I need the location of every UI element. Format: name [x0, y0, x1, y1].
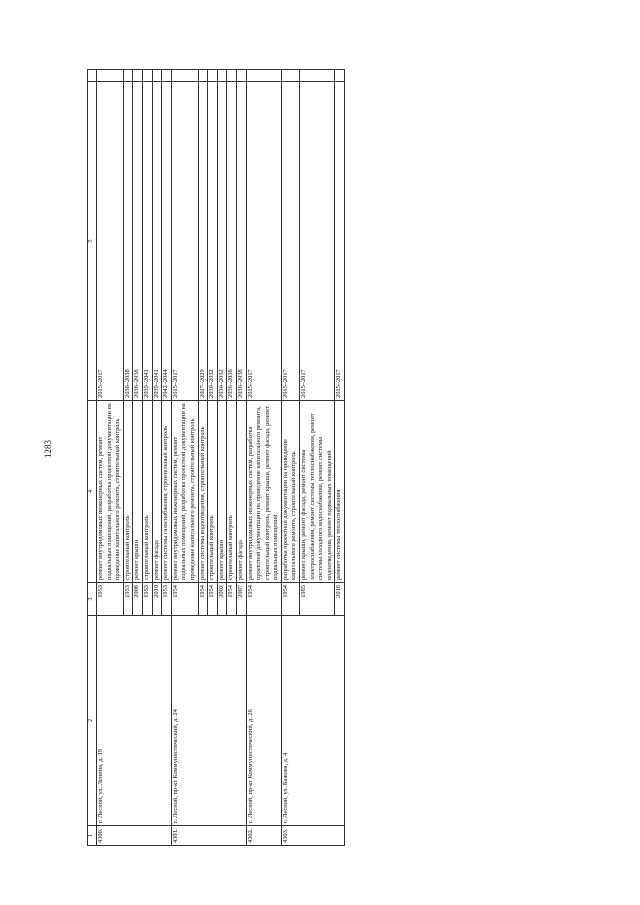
- year-cell: 2010: [152, 583, 162, 616]
- header-col-2: 2: [88, 616, 97, 826]
- blank-cell: [133, 70, 143, 82]
- header-col-4: 4: [88, 401, 97, 583]
- work-cell: ремонт внутридомовых инженерных систем, разработка проектной документации на проведение капитального ремонта, строительный контроль, ремонт крыши, ремонт фасада, ремонт подвальных помещений: [246, 401, 281, 583]
- year-cell: 1954: [198, 583, 208, 616]
- page-number: 1283: [43, 440, 53, 458]
- header-col-5: 5: [88, 82, 97, 401]
- period-cell: 2039–2041: [142, 82, 152, 401]
- work-cell: ремонт системы теплоснабжения: [335, 401, 345, 583]
- work-cell: строительный контроль: [208, 401, 218, 583]
- blank-cell: [227, 70, 237, 82]
- entry-number: 4300.: [97, 826, 172, 846]
- period-cell: 2015–2017: [97, 82, 124, 401]
- period-cell: 2015–2017: [246, 82, 281, 401]
- blank-cell: [123, 70, 133, 82]
- blank-cell: [217, 70, 227, 82]
- year-cell: 2016: [335, 583, 345, 616]
- table-row: [97, 70, 124, 846]
- entry-number: 4303.: [281, 826, 344, 846]
- period-cell: 2036–2038: [123, 82, 133, 401]
- year-cell: 1954: [246, 583, 281, 616]
- work-cell: разработка проектной документации на проведение капитального ремонта, строительный контроль: [281, 401, 299, 583]
- work-cell: ремонт фасада: [236, 401, 246, 583]
- year-cell: 1954: [281, 583, 299, 616]
- header-row: [88, 70, 97, 846]
- work-cell: ремонт крыши, ремонт фасада, ремонт системы электроснабжения, ремонт системы теплоснабжения, ремонт системы холодного водоснабжения, ремонт системы водоотведения, ремонт подвальных помещений: [300, 401, 335, 583]
- blank-cell: [335, 70, 345, 82]
- year-cell: 1953: [142, 583, 152, 616]
- table-row: [171, 70, 198, 846]
- year-cell: 1954: [227, 583, 237, 616]
- year-cell: 2007: [236, 583, 246, 616]
- year-cell: 2002: [217, 583, 227, 616]
- blank-cell: [236, 70, 246, 82]
- entry-address: г. Лесной, ул. Бажова, д. 4: [281, 616, 344, 826]
- work-cell: ремонт системы водоотведения, строительный контроль: [198, 401, 208, 583]
- year-cell: 2008: [133, 583, 143, 616]
- work-cell: ремонт фасада: [152, 401, 162, 583]
- work-cell: строительный контроль: [227, 401, 237, 583]
- year-cell: 1954: [171, 583, 198, 616]
- work-cell: ремонт системы газоснабжения, строительный контроль: [162, 401, 172, 583]
- year-cell: 1953: [123, 583, 133, 616]
- blank-cell: [97, 70, 124, 82]
- period-cell: 2030–2032: [217, 82, 227, 401]
- year-cell: 1953: [97, 583, 124, 616]
- entry-number: 4302.: [246, 826, 281, 846]
- period-cell: 2036–2038: [236, 82, 246, 401]
- rotated-content: [87, 82, 589, 846]
- period-cell: 2042–2044: [162, 82, 172, 401]
- work-cell: ремонт крыши: [133, 401, 143, 583]
- work-cell: ремонт внутридомовых инженерных систем, ремонт подвальных помещений, разработка проектной документации на проведение капитального ремонта, строительный контроль: [97, 401, 124, 583]
- year-cell: 1985: [300, 583, 335, 616]
- period-cell: 2036–2038: [133, 82, 143, 401]
- table-row: [246, 70, 281, 846]
- period-cell: 2027–2029: [198, 82, 208, 401]
- blank-cell: [246, 70, 281, 82]
- blank-cell: [198, 70, 208, 82]
- blank-cell: [142, 70, 152, 82]
- entry-number: 4301.: [171, 826, 246, 846]
- period-cell: 2015–2017: [171, 82, 198, 401]
- repair-schedule-table: [87, 69, 345, 846]
- blank-cell: [171, 70, 198, 82]
- period-cell: 2015–2017: [281, 82, 299, 401]
- year-cell: 1954: [208, 583, 218, 616]
- entry-address: г. Лесной, ул. Ленина, д. 19: [97, 616, 172, 826]
- year-cell: 1953: [162, 583, 172, 616]
- work-cell: строительный контроль: [142, 401, 152, 583]
- rotated-page: [87, 82, 589, 846]
- blank-cell: [300, 70, 335, 82]
- period-cell: 2039–2041: [152, 82, 162, 401]
- period-cell: 2015–2017: [300, 82, 335, 401]
- blank-cell: [208, 70, 218, 82]
- header-col-blank: [88, 70, 97, 82]
- blank-cell: [152, 70, 162, 82]
- header-col-1: 1: [88, 826, 97, 846]
- work-cell: строительный контроль: [123, 401, 133, 583]
- header-col-3: 3: [88, 583, 97, 616]
- work-cell: ремонт крыши: [217, 401, 227, 583]
- work-cell: ремонт внутридомовых инженерных систем, ремонт подвальных помещений, разработка проектной документации на проведение капитального ремонта, строительный контроль: [171, 401, 198, 583]
- entry-address: г. Лесной, пр-кт Коммунистический, д. 26: [246, 616, 281, 826]
- blank-cell: [281, 70, 299, 82]
- blank-cell: [162, 70, 172, 82]
- table-row: [281, 70, 299, 846]
- period-cell: 2015–2017: [335, 82, 345, 401]
- period-cell: 2036–2038: [227, 82, 237, 401]
- period-cell: 2030–2032: [208, 82, 218, 401]
- entry-address: г. Лесной, пр-кт Коммунистический, д. 24: [171, 616, 246, 826]
